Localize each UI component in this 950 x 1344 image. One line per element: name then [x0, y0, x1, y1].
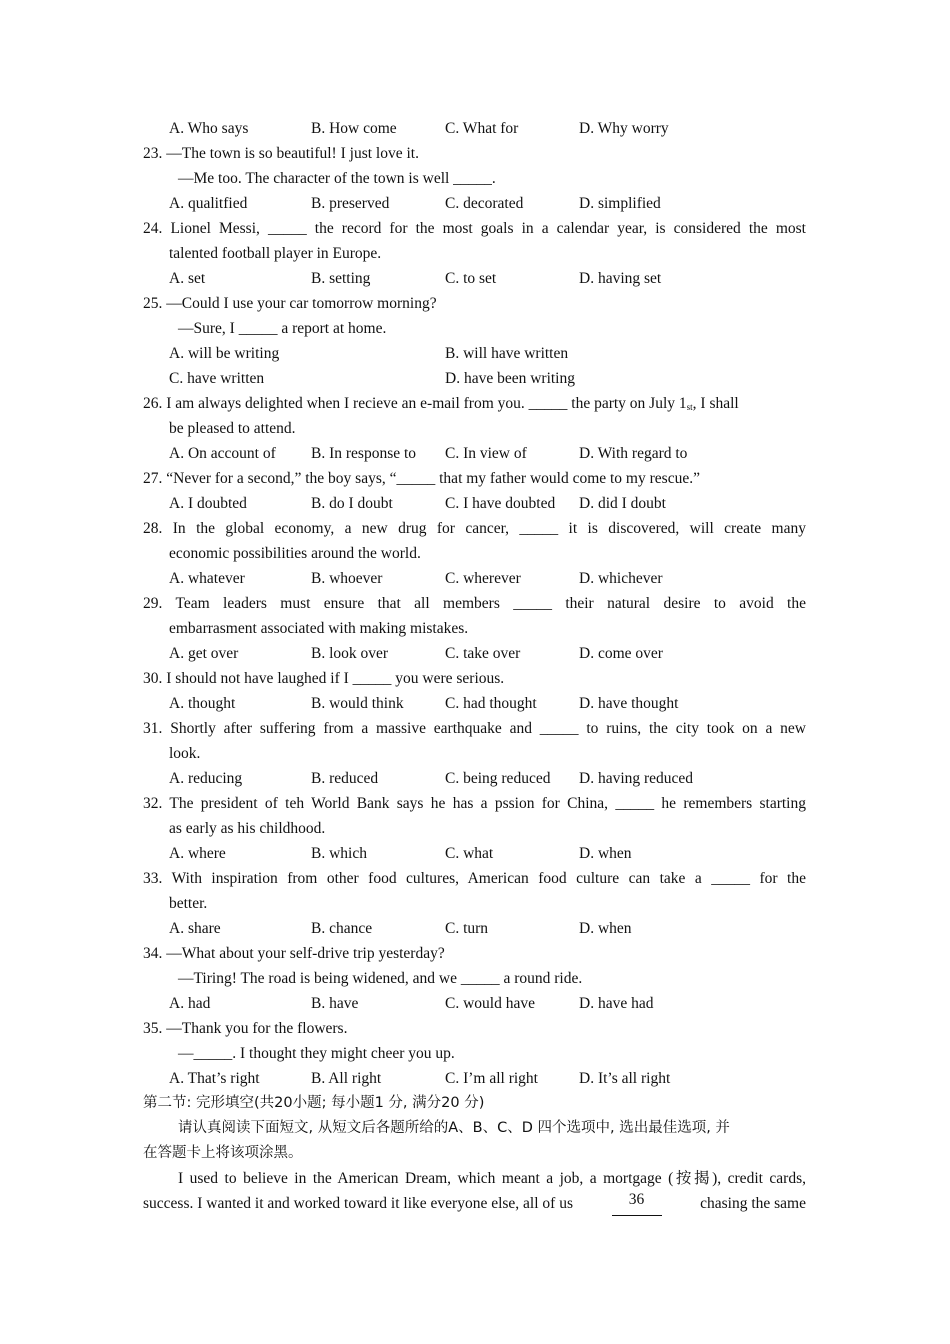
- q32-stem-line1: 32. The president of teh World Bank says he has a pssion for China, _____ he remembers starting: [143, 795, 806, 812]
- q33-option-b: B. chance: [311, 920, 373, 937]
- q26-option-d: D. With regard to: [579, 445, 688, 462]
- q26-option-a: A. On account of: [169, 445, 276, 462]
- q22-option-a: A. Who says: [169, 120, 249, 137]
- q26-superscript: st: [686, 402, 693, 412]
- q33-option-c: C. turn: [445, 920, 489, 937]
- q34-option-b: B. have: [311, 995, 359, 1012]
- section2-instructions-line2: 在答题卡上将该项涂黑。: [143, 1145, 303, 1161]
- q30-option-a: A. thought: [169, 695, 236, 712]
- q31-stem-line1: 31. Shortly after suffering from a massive earthquake and _____ to ruins, the city took on a new: [143, 720, 806, 737]
- q30-option-b: B. would think: [311, 695, 404, 712]
- q34-option-c: C. would have: [445, 995, 535, 1012]
- q30-option-c: C. had thought: [445, 695, 537, 712]
- q24-option-c: C. to set: [445, 270, 497, 287]
- q29-option-c: C. take over: [445, 645, 521, 662]
- q30-stem: 30. I should not have laughed if I _____ you were serious.: [143, 670, 505, 687]
- q23-option-a: A. qualitfied: [169, 195, 248, 212]
- q25-option-c: C. have written: [169, 370, 265, 387]
- q32-option-c: C. what: [445, 845, 494, 862]
- q24-option-b: B. setting: [311, 270, 371, 287]
- q33-stem-line1: 33. With inspiration from other food cultures, American food culture can take a _____ for the: [143, 870, 806, 887]
- q31-option-d: D. having reduced: [579, 770, 694, 787]
- q29-stem-line2: embarrasment associated with making mistakes.: [169, 620, 469, 637]
- q23-option-d: D. simplified: [579, 195, 661, 212]
- q27-option-d: D. did I doubt: [579, 495, 666, 512]
- q29-stem-line1: 29. Team leaders must ensure that all members _____ their natural desire to avoid the: [143, 595, 806, 612]
- q23-stem: 23. —The town is so beautiful! I just love it.: [143, 145, 419, 162]
- q27-stem: 27. “Never for a second,” the boy says, “_____ that my father would come to my rescue.”: [143, 470, 700, 487]
- q35-option-d: D. It’s all right: [579, 1070, 671, 1087]
- q24-stem-line2: talented football player in Europe.: [169, 245, 382, 262]
- q28-stem-line2: economic possibilities around the world.: [169, 545, 421, 562]
- section2-instructions-line1: 请认真阅读下面短文, 从短文后各题所给的A、B、C、D 四个选项中, 选出最佳选项, 并: [178, 1120, 730, 1136]
- passage-line2: [143, 1191, 806, 1216]
- q25-option-b: B. will have written: [445, 345, 569, 362]
- q26-option-b: B. In response to: [311, 445, 417, 462]
- q28-option-a: A. whatever: [169, 570, 245, 587]
- q28-option-d: D. whichever: [579, 570, 663, 587]
- q30-option-d: D. have thought: [579, 695, 679, 712]
- q29-option-d: D. come over: [579, 645, 663, 662]
- q32-option-d: D. when: [579, 845, 632, 862]
- q24-stem-line1: 24. Lionel Messi, _____ the record for the most goals in a calendar year, is considered the most: [143, 220, 806, 237]
- q25-reply: —Sure, I _____ a report at home.: [178, 320, 387, 337]
- q29-option-b: B. look over: [311, 645, 389, 662]
- q31-stem-line2: look.: [169, 745, 201, 762]
- q32-option-b: B. which: [311, 845, 367, 862]
- passage-line2-end: chasing the same: [700, 1195, 806, 1212]
- q26-option-c: C. In view of: [445, 445, 527, 462]
- q24-option-a: A. set: [169, 270, 206, 287]
- q35-option-c: C. I’m all right: [445, 1070, 538, 1087]
- q27-option-b: B. do I doubt: [311, 495, 393, 512]
- q31-option-c: C. being reduced: [445, 770, 551, 787]
- q27-option-c: C. I have doubted: [445, 495, 556, 512]
- q35-stem: 35. —Thank you for the flowers.: [143, 1020, 348, 1037]
- q34-option-d: D. have had: [579, 995, 654, 1012]
- q28-option-b: B. whoever: [311, 570, 383, 587]
- q25-option-d: D. have been writing: [445, 370, 575, 387]
- q26-stem-line1: [143, 391, 739, 416]
- q33-stem-line2: better.: [169, 895, 208, 912]
- q22-option-c: C. What for: [445, 120, 519, 137]
- q32-stem-line2: as early as his childhood.: [169, 820, 326, 837]
- passage-line1: I used to believe in the American Dream, which meant a job, a mortgage (按揭), credit cards,: [178, 1170, 806, 1187]
- q28-stem-line1: 28. In the global economy, a new drug for cancer, _____ it is discovered, will create many: [143, 520, 806, 537]
- q23-option-c: C. decorated: [445, 195, 524, 212]
- q22-option-d: D. Why worry: [579, 120, 669, 137]
- q31-option-a: A. reducing: [169, 770, 243, 787]
- q34-reply: —Tiring! The road is being widened, and we _____ a round ride.: [178, 970, 583, 987]
- q32-option-a: A. where: [169, 845, 226, 862]
- q35-reply: —_____. I thought they might cheer you up.: [178, 1045, 455, 1062]
- q23-option-b: B. preserved: [311, 195, 390, 212]
- q28-option-c: C. wherever: [445, 570, 521, 587]
- q29-option-a: A. get over: [169, 645, 239, 662]
- q26-stem-line2: be pleased to attend.: [169, 420, 296, 437]
- blank-36: 36: [612, 1191, 662, 1216]
- q25-stem: 25. —Could I use your car tomorrow morning?: [143, 295, 437, 312]
- q34-stem: 34. —What about your self-drive trip yesterday?: [143, 945, 445, 962]
- q35-option-b: B. All right: [311, 1070, 382, 1087]
- q34-option-a: A. had: [169, 995, 211, 1012]
- q23-reply: —Me too. The character of the town is well _____.: [178, 170, 496, 187]
- q33-option-a: A. share: [169, 920, 221, 937]
- q22-option-b: B. How come: [311, 120, 397, 137]
- q35-option-a: A. That’s right: [169, 1070, 260, 1087]
- q27-option-a: A. I doubted: [169, 495, 247, 512]
- passage-line2-start: success. I wanted it and worked toward it like everyone else, all of us: [143, 1195, 573, 1212]
- q31-option-b: B. reduced: [311, 770, 379, 787]
- q26-stem-line1-end: , I shall: [692, 395, 739, 412]
- q24-option-d: D. having set: [579, 270, 662, 287]
- q33-option-d: D. when: [579, 920, 632, 937]
- q26-stem-line1-text: 26. I am always delighted when I recieve an e-mail from you. _____ the party on July 1: [143, 395, 687, 412]
- q25-option-a: A. will be writing: [169, 345, 280, 362]
- section2-heading: 第二节: 完形填空(共20小题; 每小题1 分, 满分20 分): [143, 1095, 485, 1111]
